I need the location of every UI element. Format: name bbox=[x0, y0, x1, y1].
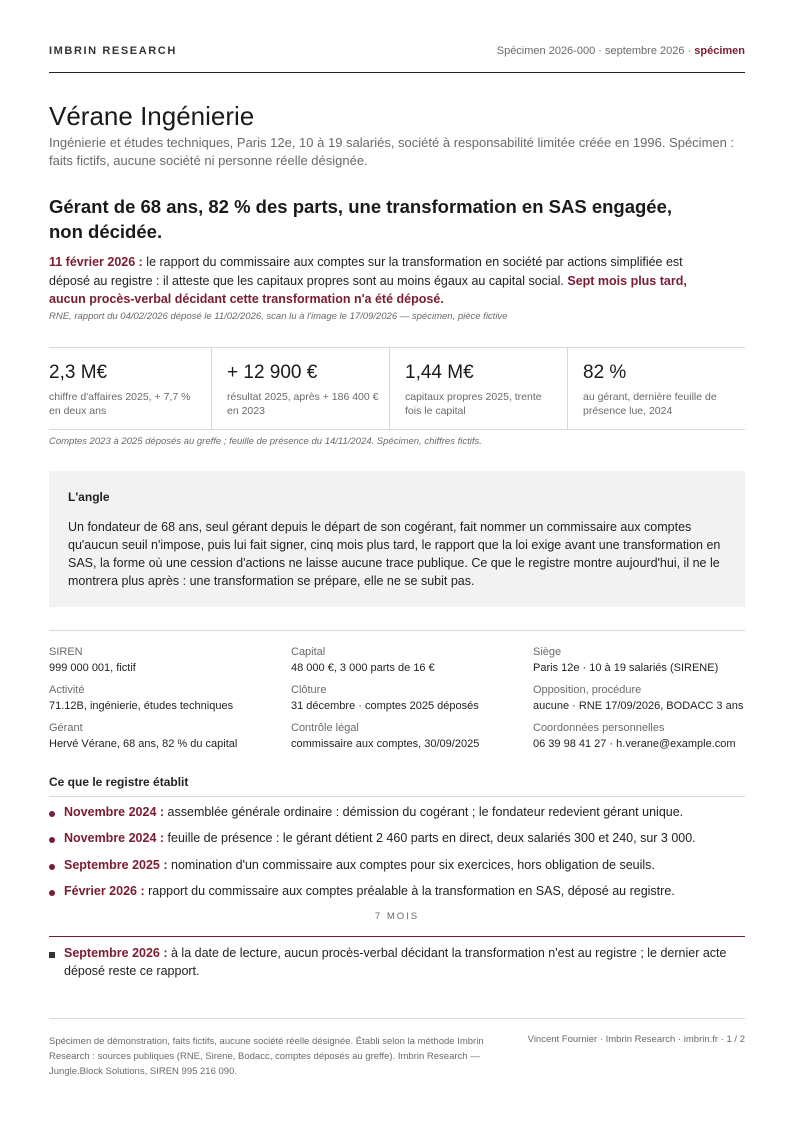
fact-siege: Siège Paris 12e · 10 à 19 salariés (SIRENE) bbox=[533, 646, 719, 674]
fact-gerant: Gérant Hervé Vérane, 68 ans, 82 % du capital bbox=[49, 722, 238, 750]
list-item: Novembre 2024 : feuille de présence : le gérant détient 2 460 parts en direct, deux salariés 300 et 240, sur 3 000. bbox=[49, 829, 745, 855]
kpi-note: Comptes 2023 à 2025 déposés au greffe ; feuille de présence du 14/11/2024. Spécimen, chiffres fictifs. bbox=[49, 436, 482, 447]
fact-opposition: Opposition, procédure aucune · RNE 17/09/2026, BODACC 3 ans bbox=[533, 684, 744, 712]
kpi-result bbox=[211, 348, 389, 429]
specimen-tag: spécimen bbox=[694, 45, 745, 57]
fact-controle: Contrôle légal commissaire aux comptes, 30/09/2025 bbox=[291, 722, 480, 750]
lede-text: le rapport du commissaire aux comptes sur la transformation en société par actions simplifiée est déposé au registre : il atteste que les capitaux propres sont au moins égaux au capital social. bbox=[49, 255, 683, 288]
gap-label: 7 MOIS bbox=[374, 911, 420, 922]
kpi-value: + 12 900 € bbox=[227, 362, 318, 383]
angle-title: L'angle bbox=[68, 490, 110, 504]
kpi-label: capitaux propres 2025, trente fois le capital bbox=[405, 391, 542, 417]
lede-highlight: Sept mois plus tard, aucun procès-verbal décidant cette transformation n'a été déposé. bbox=[49, 273, 687, 306]
company-title: Vérane Ingénierie bbox=[49, 101, 255, 131]
company-subtitle: Ingénierie et études techniques, Paris 12e, 10 à 19 salariés, société à responsabilité limitée créée en 1996. Spécimen : faits fictifs, aucune société ni personne réelle désignée. bbox=[49, 135, 735, 168]
kpi-strip bbox=[49, 347, 745, 430]
last-event: Septembre 2026 : à la date de lecture, aucun procès-verbal décidant la transformation n'est au registre ; le dernier acte déposé reste ce rapport. bbox=[49, 944, 745, 980]
gap-divider bbox=[49, 936, 745, 937]
kpi-value: 82 % bbox=[583, 362, 627, 383]
fact-capital: Capital 48 000 €, 3 000 parts de 16 € bbox=[291, 646, 435, 674]
kpi-revenue bbox=[49, 348, 211, 429]
fact-contact: Coordonnées personnelles 06 39 98 41 27 · h.verane@example.com bbox=[533, 722, 736, 750]
divider bbox=[49, 796, 745, 797]
footer-disclaimer: Spécimen de démonstration, faits fictifs, aucune société réelle désignée. Établi selon la méthode Imbrin Research : sources publiques (RNE, Sirene, Bodacc, comptes déposés au greffe). Imbrin Research — Jungle.Block Solutions, SIREN 995 216 090. bbox=[49, 1036, 484, 1077]
register-title: Ce que le registre établit bbox=[49, 775, 189, 789]
kpi-value: 1,44 M€ bbox=[405, 362, 474, 383]
footer-divider bbox=[49, 1018, 745, 1019]
fact-cloture: Clôture 31 décembre · comptes 2025 déposés bbox=[291, 684, 479, 712]
list-item: Novembre 2024 : assemblée générale ordinaire : démission du cogérant ; le fondateur redevient gérant unique. bbox=[49, 803, 745, 829]
list-item: Février 2026 : rapport du commissaire aux comptes préalable à la transformation en SAS, déposé au registre. bbox=[49, 882, 745, 908]
kpi-label: résultat 2025, après + 186 400 € en 2023 bbox=[227, 391, 379, 417]
fact-siren: SIREN 999 000 001, fictif bbox=[49, 646, 136, 674]
brand-name: IMBRIN RESEARCH bbox=[49, 45, 177, 57]
source-note: RNE, rapport du 04/02/2026 déposé le 11/02/2026, scan lu à l'image le 17/09/2026 — spécimen, pièce fictive bbox=[49, 311, 508, 322]
company-facts bbox=[49, 630, 745, 752]
headline: Gérant de 68 ans, 82 % des parts, une transformation en SAS engagée, non décidée. bbox=[49, 196, 673, 242]
angle-text: Un fondateur de 68 ans, seul gérant depuis le départ de son cogérant, fait nommer un commissaire aux comptes qu'aucun seuil n'impose, puis lui fait signer, cinq mois plus tard, le rapport que la loi exige avant une transformation en SAS, la forme où une cession d'actions ne laisse aucune trace publique. Ce que le registre montre aujourd'hui, il ne le montrera plus après : une transformation se prépare, elle ne se subit pas. bbox=[68, 520, 721, 588]
kpi-ownership bbox=[567, 348, 745, 429]
lede-date: 11 février 2026 : bbox=[49, 255, 143, 269]
angle-box bbox=[49, 471, 745, 607]
fact-activite: Activité 71.12B, ingénierie, études techniques bbox=[49, 684, 234, 712]
register-timeline bbox=[49, 803, 745, 908]
list-item: Septembre 2025 : nomination d'un commissaire aux comptes pour six exercices, hors obligation de seuils. bbox=[49, 856, 745, 882]
kpi-label: au gérant, dernière feuille de présence lue, 2024 bbox=[583, 391, 717, 417]
page-header bbox=[49, 45, 745, 73]
kpi-value: 2,3 M€ bbox=[49, 362, 108, 383]
kpi-label: chiffre d'affaires 2025, + 7,7 % en deux ans bbox=[49, 391, 191, 417]
kpi-equity bbox=[389, 348, 567, 429]
lede-paragraph bbox=[49, 253, 709, 309]
document-reference: Spécimen 2026-000 · septembre 2026 · spécimen bbox=[496, 45, 745, 57]
footer-author-page: Vincent Fournier · Imbrin Research · imbrin.fr · 1 / 2 bbox=[527, 1034, 745, 1045]
